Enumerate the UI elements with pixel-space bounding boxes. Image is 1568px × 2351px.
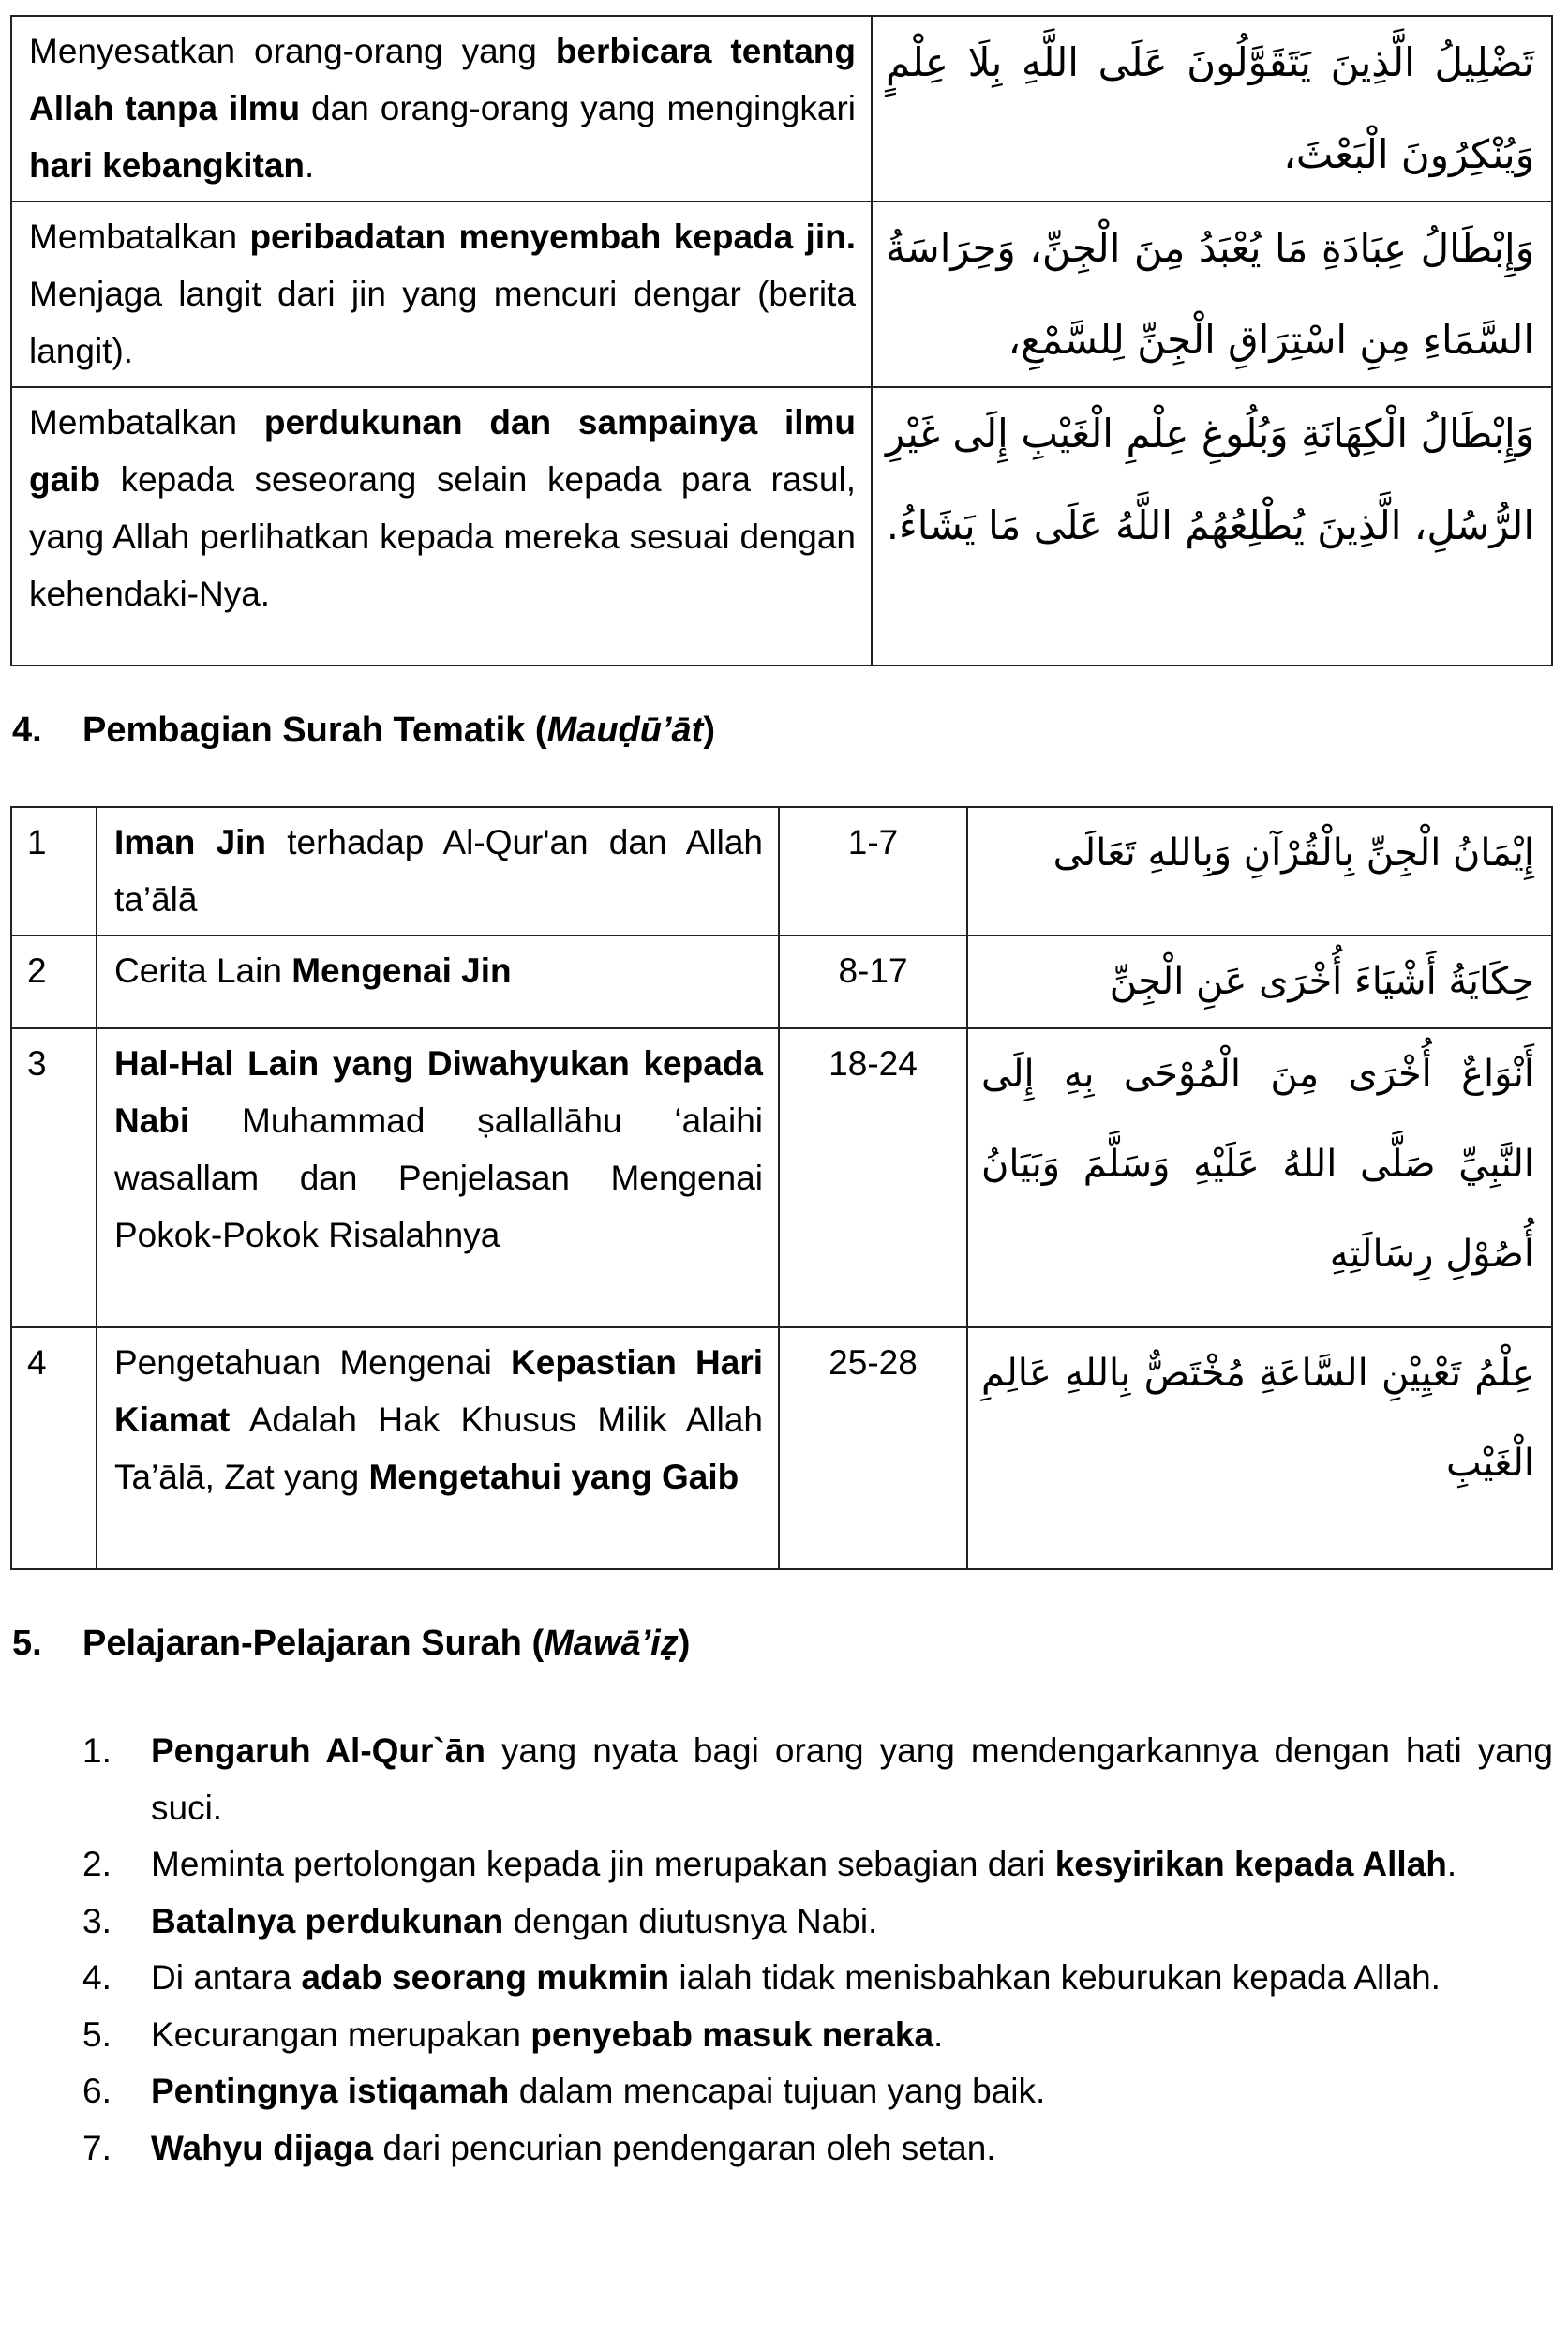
section-4-heading — [12, 711, 715, 751]
text-segment: penyebab masuk neraka — [530, 2014, 934, 2054]
item-number: 4. — [82, 1958, 112, 1997]
table-row — [11, 936, 1552, 1028]
text-segment: dan orang-orang yang mengingkari — [300, 89, 857, 127]
ayat-range: 25-28 — [779, 1327, 967, 1569]
text-segment: Adalah Hak Khusus Milik Allah Ta’ālā, Zat yang — [114, 1400, 763, 1496]
arabic-theme: عِلْمُ تَعْيِيْنِ السَّاعَةِ مُخْتَصٌّ بِاللهِ عَالِمِ الْغَيْبِ — [967, 1327, 1552, 1569]
title-segment: ) — [703, 711, 715, 750]
text-segment: Wahyu dijaga — [151, 2128, 374, 2167]
text-segment: Pengetahuan Mengenai — [114, 1343, 512, 1382]
theme-description — [97, 1028, 779, 1327]
text-segment: hari kebangkitan — [29, 146, 306, 185]
text-segment: Menyesatkan orang-orang yang — [29, 32, 556, 70]
text-segment: Batalnya perdukunan — [151, 1901, 504, 1940]
text-segment: Mengenai Jin — [291, 951, 512, 990]
text-segment: Membatalkan — [29, 217, 250, 256]
arabic-cell: وَإِبْطَالُ الْكِهَانَةِ وَبُلُوغِ عِلْمِ الْغَيْبِ إِلَى غَيْرِ الرُّسُلِ، الَّذِينَ يُطْلِعُهُمُ اللَّهُ عَلَى مَا يَشَاءُ. — [872, 387, 1552, 666]
list-item — [0, 2120, 1553, 2178]
table-row — [11, 16, 1552, 202]
text-segment: dengan diutusnya Nabi. — [503, 1901, 878, 1940]
text-segment: kesyirikan kepada Allah — [1054, 1845, 1447, 1883]
title-segment: Pembagian Surah Tematik ( — [82, 711, 547, 750]
text-segment: Kecurangan merupakan — [151, 2014, 531, 2054]
text-segment: berbicara tentang Allah tanpa ilmu — [29, 32, 856, 127]
ayat-range: 8-17 — [779, 936, 967, 1028]
text-segment: Hal-Hal Lain yang Diwahyukan kepada Nabi — [114, 1044, 763, 1140]
text-segment: terhadap Al-Qur'an dan Allah ta’ālā — [114, 823, 763, 919]
text-segment: Meminta pertolongan kepada jin merupakan sebagian dari — [151, 1845, 1055, 1883]
title-segment: Mawā’iẓ — [544, 1624, 679, 1663]
themes-table — [10, 15, 1553, 666]
section-number: 5. — [12, 1624, 42, 1663]
theme-description — [97, 936, 779, 1028]
arabic-theme: حِكَايَةُ أَشْيَاءَ أُخْرَى عَنِ الْجِنِّ — [967, 936, 1552, 1028]
arabic-theme: أَنْوَاعٌ أُخْرَى مِنَ الْمُوْحَى بِهِ إِلَى النَّبِيِّ صَلَّى اللهُ عَلَيْهِ وَسَلَّمَ وَبَيَانُ أُصُوْلِ رِسَالَتِهِ — [967, 1028, 1552, 1327]
text-segment: Pentingnya istiqamah — [151, 2072, 510, 2110]
table-row — [11, 807, 1552, 936]
item-number: 5. — [82, 2014, 112, 2054]
table-row — [11, 1327, 1552, 1569]
item-number: 3. — [82, 1901, 112, 1940]
table-row — [11, 1028, 1552, 1327]
arabic-theme: إِيْمَانُ الْجِنِّ بِالْقُرْآنِ وَبِاللهِ تَعَالَى — [967, 807, 1552, 936]
text-segment: dari pencurian pendengaran oleh setan. — [373, 2128, 996, 2167]
row-number: 2 — [11, 936, 97, 1028]
title-segment: ) — [678, 1624, 691, 1663]
text-segment: . — [933, 2014, 944, 2054]
indonesian-cell — [11, 202, 872, 387]
indonesian-cell — [11, 387, 872, 666]
table-row — [11, 202, 1552, 387]
item-number: 6. — [82, 2072, 112, 2110]
text-segment: . — [1446, 1845, 1457, 1883]
row-number: 4 — [11, 1327, 97, 1569]
item-number: 7. — [82, 2128, 112, 2167]
title-segment: Mauḍū’āt — [546, 711, 704, 750]
text-segment: peribadatan menyembah kepada jin. — [249, 217, 856, 256]
text-segment: Mengetahui yang Gaib — [368, 1458, 739, 1496]
thematic-division-table — [10, 806, 1553, 1570]
list-item — [0, 1950, 1553, 2007]
item-number: 2. — [82, 1845, 112, 1883]
section-5-heading — [12, 1624, 690, 1664]
text-segment: Iman Jin — [114, 823, 267, 861]
text-segment: yang nyata bagi orang yang mendengarkannya dengan hati yang suci. — [151, 1731, 1553, 1827]
list-item — [0, 1723, 1553, 1836]
text-segment: adab seorang mukmin — [301, 1958, 670, 1997]
text-segment: . — [305, 146, 315, 185]
list-item — [0, 2063, 1553, 2120]
text-segment: ialah tidak menisbahkan keburukan kepada Allah. — [669, 1958, 1441, 1997]
arabic-cell: تَضْلِيلُ الَّذِينَ يَتَقَوَّلُونَ عَلَى اللَّهِ بِلَا عِلْمٍ وَيُنْكِرُونَ الْبَعْثَ، — [872, 16, 1552, 202]
text-segment: kepada seseorang selain kepada para rasul, yang Allah perlihatkan kepada mereka sesuai dengan kehendaki-Nya. — [29, 460, 856, 613]
text-segment: Kepastian Hari Kiamat — [114, 1343, 763, 1439]
text-segment: Membatalkan — [29, 403, 264, 442]
text-segment: Pengaruh Al-Qur`ān — [151, 1731, 485, 1770]
text-segment: dalam mencapai tujuan yang baik. — [509, 2072, 1046, 2110]
title-segment: Pelajaran-Pelajaran Surah ( — [82, 1624, 545, 1663]
item-number: 1. — [82, 1731, 112, 1770]
section-number: 4. — [12, 711, 42, 750]
indonesian-cell — [11, 16, 872, 202]
ayat-range: 1-7 — [779, 807, 967, 936]
lessons-list — [0, 1723, 1553, 2177]
list-item — [0, 2007, 1553, 2064]
ayat-range: 18-24 — [779, 1028, 967, 1327]
text-segment: Cerita Lain — [114, 951, 292, 990]
text-segment: Menjaga langit dari jin yang mencuri dengar (berita langit). — [29, 275, 856, 370]
theme-description — [97, 807, 779, 936]
theme-description — [97, 1327, 779, 1569]
text-segment: Muhammad ṣallallāhu ‘alaihi wasallam dan Penjelasan Mengenai Pokok-Pokok Risalahnya — [114, 1101, 763, 1254]
list-item — [0, 1836, 1553, 1894]
text-segment: perdukunan dan sampainya ilmu gaib — [29, 403, 857, 499]
table-row — [11, 387, 1552, 666]
arabic-cell: وَإِبْطَالُ عِبَادَةِ مَا يُعْبَدُ مِنَ الْجِنِّ، وَحِرَاسَةُ السَّمَاءِ مِنِ اسْتِرَاقِ الْجِنِّ لِلسَّمْعِ، — [872, 202, 1552, 387]
row-number: 1 — [11, 807, 97, 936]
row-number: 3 — [11, 1028, 97, 1327]
text-segment: Di antara — [151, 1958, 302, 1997]
list-item — [0, 1894, 1553, 1951]
